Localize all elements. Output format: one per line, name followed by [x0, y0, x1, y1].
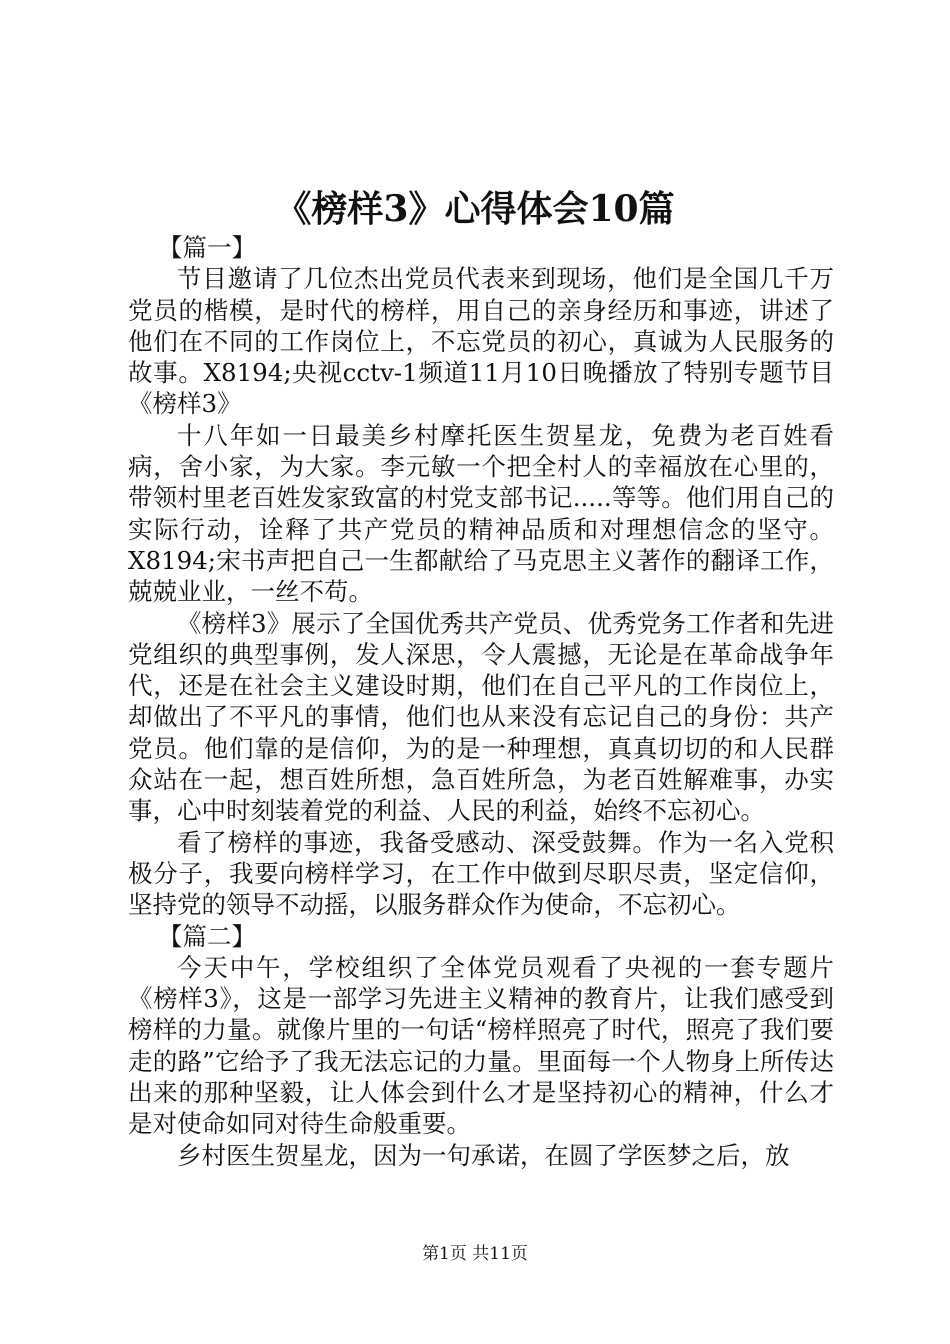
section-heading-1: 【篇一】 [158, 233, 256, 262]
page-number-footer: 第1页 共11页 [422, 1244, 528, 1264]
section-heading-2: 【篇二】 [158, 921, 256, 951]
paragraph: 今天中午，学校组织了全体党员观看了央视的一套专题片《榜样3》，这是一部学习先进主义精神的教育片，让我们感受到榜样的力量。就像片里的一句话“榜样照亮了时代，照亮了我们要走的路”它给予了我无法忘记的力量。里面每一个人物身上所传达出来的那种坚毅，让人体会到什么才是坚持初心的精神，什么才是对使命如同对待生命般重要。 [128, 952, 834, 1139]
paragraph: 乡村医生贺星龙，因为一句承诺，在圆了学医梦之后，放 [177, 1140, 790, 1170]
document-title: 《榜样3》心得体会10篇 [275, 188, 675, 230]
paragraph: 十八年如一日最美乡村摩托医生贺星龙，免费为老百姓看病，舍小家，为大家。李元敏一个把全村人的幸福放在心里的，带领村里老百姓发家致富的村党支部书记.....等等。他们用自己的实际行动，诠释了共产党员的精神品质和对理想信念的坚守。X8194;宋书声把自己一生都献给了马克思主义著作的翻译工作，兢兢业业，一丝不苟。 [128, 420, 834, 607]
paragraph: 节目邀请了几位杰出党员代表来到现场，他们是全国几千万党员的楷模，是时代的榜样，用自己的亲身经历和事迹，讲述了他们在不同的工作岗位上，不忘党员的初心，真诚为人民服务的故事。X8194;央视cctv-1频道11月10日晚播放了特别专题节目《榜样3》 [128, 264, 834, 419]
paragraph: 看了榜样的事迹，我备受感动、深受鼓舞。作为一名入党积极分子，我要向榜样学习，在工作中做到尽职尽责，坚定信仰，坚持党的领导不动摇，以服务群众作为使命，不忘初心。 [128, 827, 834, 920]
document-body [128, 232, 834, 1171]
paragraph: 《榜样3》展示了全国优秀共产党员、优秀党务工作者和先进党组织的典型事例，发人深思，令人震撼，无论是在革命战争年代，还是在社会主义建设时期，他们在自己平凡的工作岗位上，却做出了不平凡的事情，他们也从来没有忘记自己的身份：共产党员。他们靠的是信仰，为的是一种理想，真真切切的和人民群众站在一起，想百姓所想，急百姓所急，为老百姓解难事，办实事，心中时刻装着党的利益、人民的利益，始终不忘初心。 [128, 608, 834, 826]
